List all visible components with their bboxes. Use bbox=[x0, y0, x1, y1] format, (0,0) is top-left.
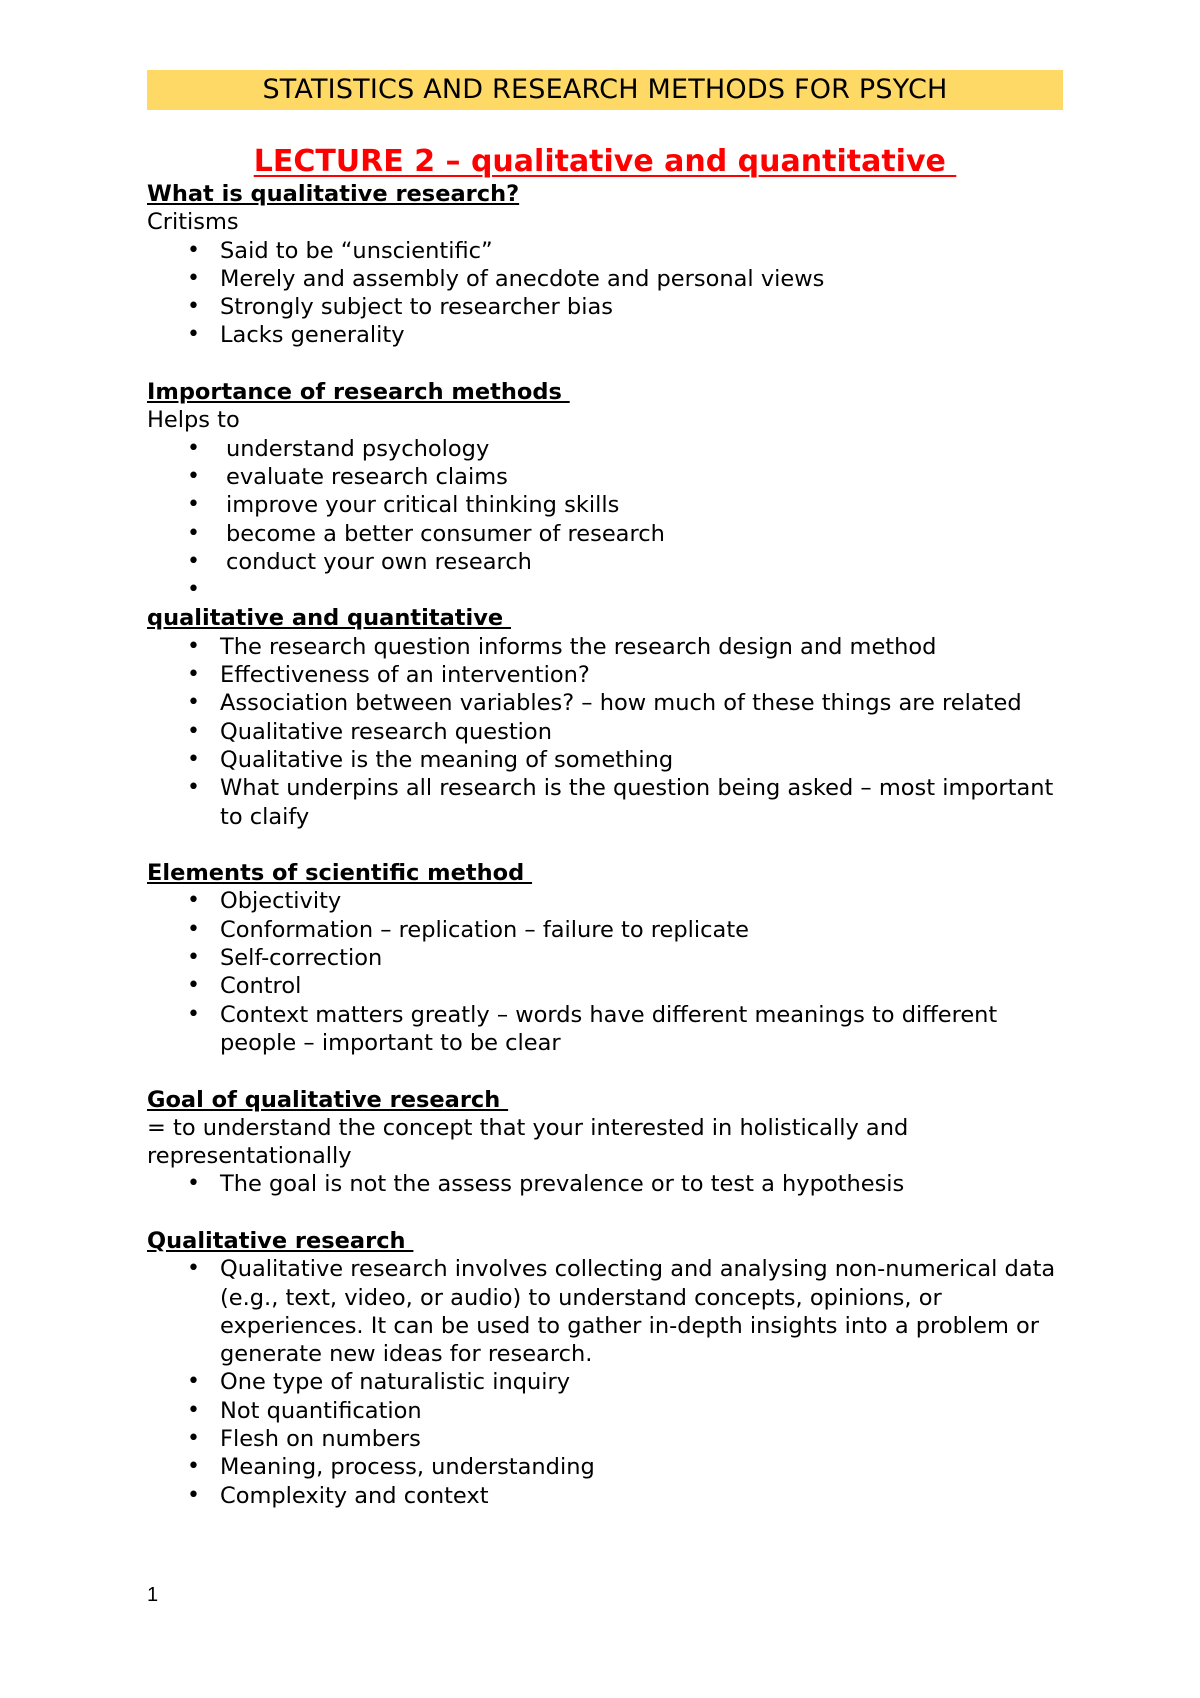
list-item: • One type of naturalistic inquiry bbox=[147, 1368, 1063, 1396]
list-item: • evaluate research claims bbox=[147, 463, 1063, 491]
section-heading-goal: Goal of qualitative research bbox=[147, 1086, 509, 1113]
section-heading-qual-quant: qualitative and quantitative bbox=[147, 605, 511, 632]
bullet-list-elements bbox=[147, 887, 1063, 1057]
bullet-list-qualitative-research bbox=[147, 1255, 1063, 1510]
lecture-title: LECTURE 2 – qualitative and quantitative bbox=[253, 144, 957, 179]
list-item: • Qualitative research question bbox=[147, 718, 1063, 746]
list-item: • Control bbox=[147, 972, 1063, 1000]
list-item: • Not quantification bbox=[147, 1397, 1063, 1425]
list-item: • become a better consumer of research bbox=[147, 520, 1063, 548]
list-item: • understand psychology bbox=[147, 435, 1063, 463]
section-intro-goal: = to understand the concept that your interested in holistically and representationally bbox=[147, 1114, 909, 1170]
blank-line bbox=[147, 350, 1063, 378]
list-item: • Qualitative is the meaning of something bbox=[147, 746, 1063, 774]
section-heading-qualitative-research: Qualitative research bbox=[147, 1227, 414, 1254]
section-heading-elements: Elements of scientific method bbox=[147, 860, 533, 887]
list-item: • Lacks generality bbox=[147, 321, 1063, 349]
bullet-list-critisms bbox=[147, 237, 1063, 350]
blank-line bbox=[147, 831, 1063, 859]
bullet-list-qual-quant bbox=[147, 633, 1063, 831]
bullet-list-goal bbox=[147, 1170, 1063, 1198]
list-item: • What underpins all research is the question being asked – most important to claify bbox=[147, 774, 1063, 831]
list-item: • Objectivity bbox=[147, 887, 1063, 915]
list-item: • The goal is not the assess prevalence or to test a hypothesis bbox=[147, 1170, 1063, 1198]
section-heading-importance: Importance of research methods bbox=[147, 379, 570, 406]
list-item: • Association between variables? – how much of these things are related bbox=[147, 689, 1063, 717]
list-item: • Merely and assembly of anecdote and personal views bbox=[147, 265, 1063, 293]
section-heading-what-is-qualitative: What is qualitative research? bbox=[147, 181, 520, 207]
bullet-list-importance bbox=[147, 435, 1063, 605]
list-item: • Conformation – replication – failure to replicate bbox=[147, 916, 1063, 944]
list-item: • Self-correction bbox=[147, 944, 1063, 972]
list-item: • Effectiveness of an intervention? bbox=[147, 661, 1063, 689]
list-item: • Complexity and context bbox=[147, 1482, 1063, 1510]
list-item: • Flesh on numbers bbox=[147, 1425, 1063, 1453]
course-title-banner: STATISTICS AND RESEARCH METHODS FOR PSYCH bbox=[147, 70, 1063, 110]
blank-line bbox=[147, 1057, 1063, 1085]
blank-line bbox=[147, 1199, 1063, 1227]
list-item: • conduct your own research bbox=[147, 548, 1063, 576]
section-intro-critisms: Critisms bbox=[147, 209, 239, 236]
list-item: • Qualitative research involves collecting and analysing non-numerical data (e.g., text, video, or audio) to understand concepts, opinions, or experiences. It can be used to gather in-depth insights into a problem or generate new ideas for research. bbox=[147, 1255, 1063, 1368]
list-item: • improve your critical thinking skills bbox=[147, 491, 1063, 519]
list-item: • Strongly subject to researcher bias bbox=[147, 293, 1063, 321]
document-page bbox=[147, 70, 1063, 1510]
document-body bbox=[147, 180, 1063, 1510]
list-item: • Context matters greatly – words have different meanings to different people – important to be clear bbox=[147, 1001, 1063, 1058]
page-number: 1 bbox=[147, 1584, 159, 1606]
list-item: • The research question informs the research design and method bbox=[147, 633, 1063, 661]
list-item-empty bbox=[147, 576, 1063, 604]
list-item: • Meaning, process, understanding bbox=[147, 1453, 1063, 1481]
section-intro-helps-to: Helps to bbox=[147, 407, 240, 434]
list-item: • Said to be “unscientific” bbox=[147, 237, 1063, 265]
